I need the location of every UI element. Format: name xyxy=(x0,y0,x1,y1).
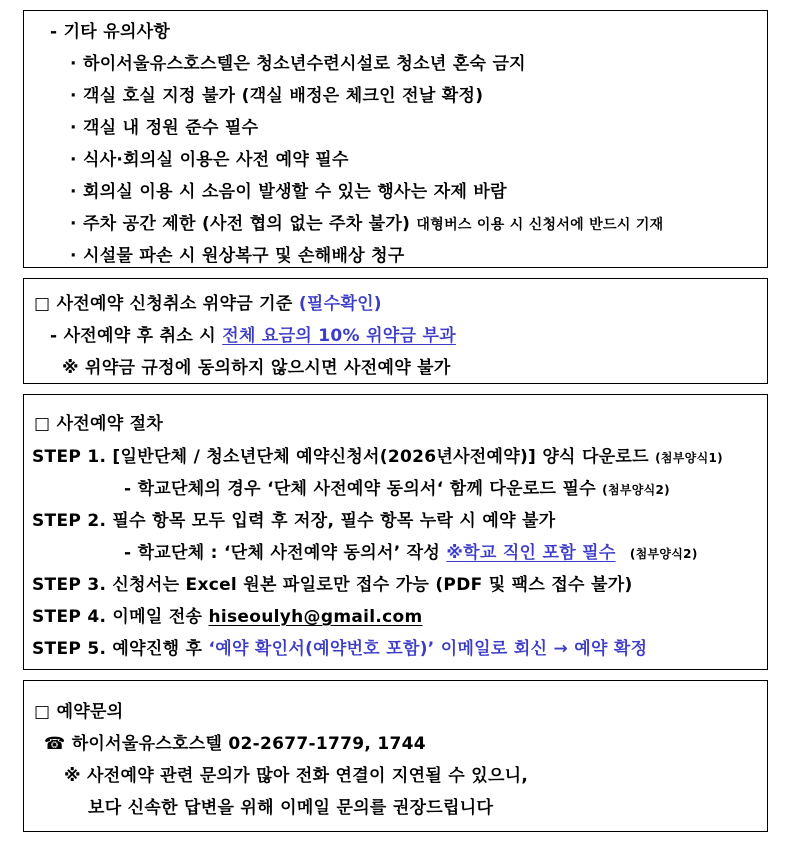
step-1-sub-text: - 학교단체의 경우 ‘단체 사전예약 동의서‘ 함께 다운로드 필수 xyxy=(124,479,596,499)
step-2-sub-attach: (첨부양식2) xyxy=(629,547,698,561)
step-2-sub xyxy=(124,538,698,563)
step-2-sub-highlight: ※학교 직인 포함 필수 xyxy=(446,543,616,563)
penalty-line-1-text: - 사전예약 후 취소 시 xyxy=(50,326,217,346)
penalty-box xyxy=(23,278,768,384)
parking-item-text: · 주차 공간 제한 (사전 협의 없는 주차 불가) xyxy=(70,214,411,234)
notes-item: · 식사·회의실 이용은 사전 예약 필수 xyxy=(70,150,349,170)
notes-item: · 회의실 이용 시 소음이 발생할 수 있는 행사는 자제 바람 xyxy=(70,182,507,202)
notes-box xyxy=(23,10,768,268)
step-2: STEP 2. 필수 항목 모두 입력 후 저장, 필수 항목 누락 시 예약 불가 xyxy=(32,511,556,531)
notes-item: · 시설물 파손 시 원상복구 및 손해배상 청구 xyxy=(70,246,405,266)
contact-title: □ 예약문의 xyxy=(34,702,124,722)
step-4 xyxy=(32,602,423,627)
step-1-sub xyxy=(124,474,670,499)
step-1-text: STEP 1. [일반단체 / 청소년단체 예약신청서(2026년사전예약)] 양식 다운로드 xyxy=(32,447,649,467)
step-2-sub-text: - 학교단체 : ‘단체 사전예약 동의서’ 작성 xyxy=(124,543,441,563)
penalty-title xyxy=(34,289,382,314)
penalty-title-highlight: (필수확인) xyxy=(298,294,382,314)
contact-box xyxy=(23,680,768,832)
email-link[interactable]: hiseoulyh@gmail.com xyxy=(208,607,423,627)
parking-note: 대형버스 이용 시 신청서에 반드시 기재 xyxy=(416,217,664,233)
notes-item: · 하이서울유스호스텔은 청소년수련시설로 청소년 혼숙 금지 xyxy=(70,54,526,74)
penalty-title-text: □ 사전예약 신청취소 위약금 기준 xyxy=(34,294,293,314)
step-1-attach: (첨부양식1) xyxy=(655,451,723,465)
contact-phone xyxy=(44,729,426,754)
step-5-text: STEP 5. 예약진행 후 xyxy=(32,639,203,659)
contact-note-1: ※ 사전예약 관련 문의가 많아 전화 연결이 지연될 수 있으니, xyxy=(64,766,529,786)
notes-heading: - 기타 유의사항 xyxy=(50,22,171,42)
notes-item: · 객실 호실 지정 불가 (객실 배정은 체크인 전날 확정) xyxy=(70,86,484,106)
step-4-text: STEP 4. 이메일 전송 xyxy=(32,607,203,627)
penalty-line-2: ※ 위약금 규정에 동의하지 않으시면 사전예약 불가 xyxy=(62,358,451,378)
step-5-highlight: ‘예약 확인서(예약번호 포함)’ 이메일로 회신 → 예약 확정 xyxy=(208,639,648,659)
step-3: STEP 3. 신청서는 Excel 원본 파일로만 접수 가능 (PDF 및 팩스 접수 불가) xyxy=(32,575,633,595)
step-1-sub-attach: (첨부양식2) xyxy=(602,483,670,497)
notes-item: · 객실 내 정원 준수 필수 xyxy=(70,118,259,138)
phone-icon: ☎ xyxy=(44,734,66,754)
procedure-box xyxy=(23,394,768,670)
procedure-title: □ 사전예약 절차 xyxy=(34,414,164,434)
penalty-line-1 xyxy=(50,321,456,346)
penalty-line-1-highlight: 전체 요금의 10% 위약금 부과 xyxy=(222,326,456,346)
contact-note-2: 보다 신속한 답변을 위해 이메일 문의를 권장드립니다 xyxy=(88,798,494,818)
step-1 xyxy=(32,442,723,467)
step-5 xyxy=(32,634,647,659)
contact-phone-text: 하이서울유스호스텔 02-2677-1779, 1744 xyxy=(71,734,426,754)
notes-item xyxy=(70,209,663,234)
